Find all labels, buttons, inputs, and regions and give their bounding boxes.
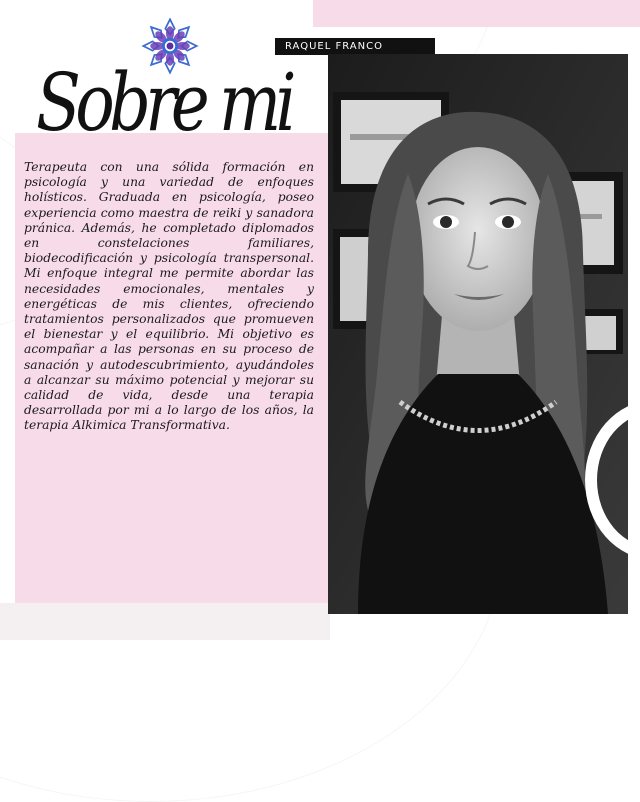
top-accent-bar — [313, 0, 640, 27]
name-tag: RAQUEL FRANCO — [275, 38, 435, 55]
page-title: Sobre mi — [36, 56, 291, 149]
portrait-photo — [328, 54, 628, 614]
bio-paragraph: Terapeuta con una sólida formación en psicología y una variedad de enfoques holísticos. Graduada en psicología, poseo experiencia como maestra de reiki y sanadora pránica. Además, he completado diplomados en constelaciones familiares, biodecodificación y psicología transpersonal. Mi enfoque integral me permite abordar las necesidades emocionales, mentales y energéticas de mis clientes, ofreciendo tratamientos personalizados que promueven el bienestar y el equilibrio. Mi objetivo es acompañar a las personas en su proceso de sanación y autodescubrimiento, ayudándoles a alcanzar su máximo potencial y mejorar su calidad de vida, desde una terapia desarrollada por mi a lo largo de los años, la terapia Alkimica Transformativa. — [24, 160, 314, 433]
bottom-accent-bar — [0, 603, 330, 640]
